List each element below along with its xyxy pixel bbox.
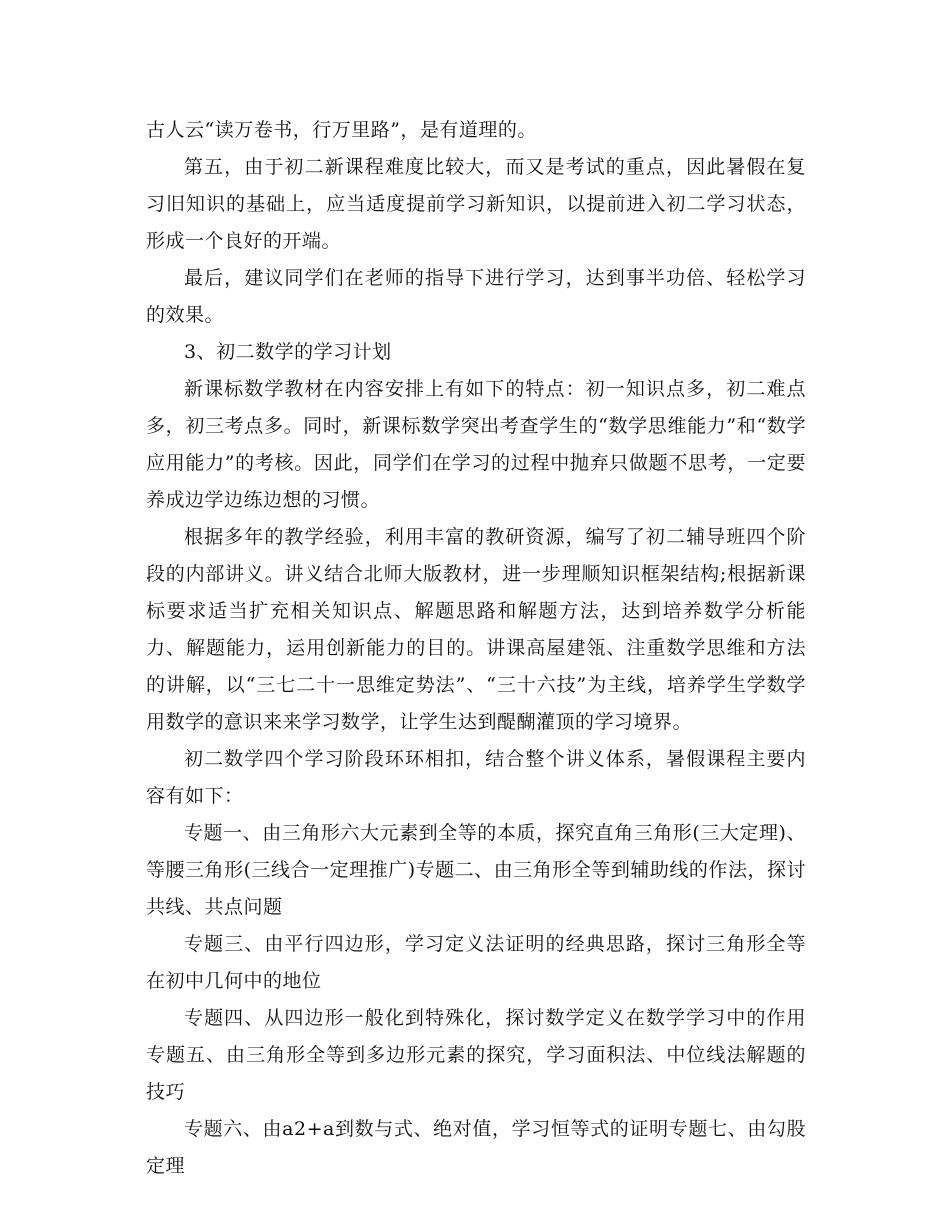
- paragraph-3: 最后，建议同学们在老师的指导下进行学习，达到事半功倍、轻松学习的效果。: [146, 267, 806, 326]
- paragraph-5: 根据多年的教学经验，利用丰富的教研资源，编写了初二辅导班四个阶段的内部讲义。讲义结合北师大版教材，进一步理顺知识框架结构;根据新课标要求适当扩充相关知识点、解题思路和解题方法，达到培养数学分析能力、解题能力，运用创新能力的目的。讲课高屋建瓴、注重数学思维和方法的讲解，以“三七二十一思维定势法”、“三十六技”为主线，培养学生学数学用数学的意识来来学习数学，让学生达到醍醐灌顶的学习境界。: [146, 526, 806, 733]
- paragraph-2: 第五，由于初二新课程难度比较大，而又是考试的重点，因此暑假在复习旧知识的基础上，应当适度提前学习新知识，以提前进入初二学习状态，形成一个良好的开端。: [146, 156, 806, 252]
- topic-6-7: 专题六、由a2+a到数与式、绝对值，学习恒等式的证明专题七、由勾股定理: [146, 1118, 806, 1177]
- topic-1-2: 专题一、由三角形六大元素到全等的本质，探究直角三角形(三大定理)、等腰三角形(三线合一定理推广)专题二、由三角形全等到辅助线的作法，探讨共线、共点问题: [146, 822, 806, 918]
- topic-4-5: 专题四、从四边形一般化到特殊化，探讨数学定义在数学学习中的作用专题五、由三角形全等到多边形元素的探究，学习面积法、中位线法解题的技巧: [146, 1007, 806, 1103]
- paragraph-1: 古人云“读万卷书，行万里路”，是有道理的。: [146, 119, 537, 141]
- topic-3: 专题三、由平行四边形，学习定义法证明的经典思路，探讨三角形全等在初中几何中的地位: [146, 933, 806, 992]
- document-body: [146, 112, 806, 1185]
- section-heading: 3、初二数学的学习计划: [184, 341, 392, 363]
- paragraph-6: 初二数学四个学习阶段环环相扣，结合整个讲义体系，暑假课程主要内容有如下：: [146, 748, 806, 807]
- paragraph-4: 新课标数学教材在内容安排上有如下的特点：初一知识点多，初二难点多，初三考点多。同时，新课标数学突出考查学生的“数学思维能力”和“数学应用能力”的考核。因此，同学们在学习的过程中抛弃只做题不思考，一定要养成边学边练边想的习惯。: [146, 378, 806, 511]
